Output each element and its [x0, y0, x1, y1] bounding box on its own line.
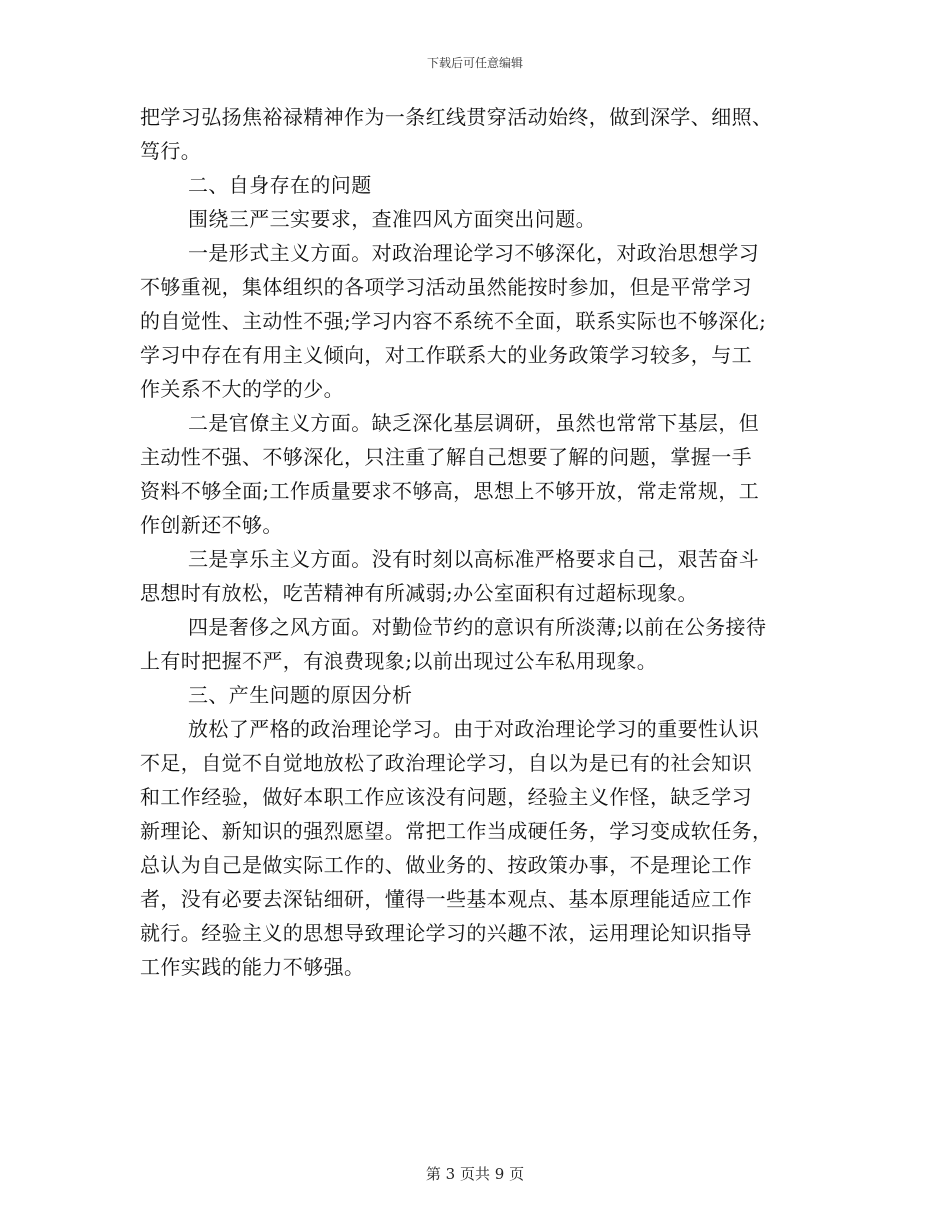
text-line: 作关系不大的学的少。 — [140, 377, 344, 401]
text-line: 把学习弘扬焦裕禄精神作为一条红线贯穿活动始终，做到深学、细照、 — [140, 105, 773, 129]
document-body — [140, 100, 812, 984]
text-line: 笃行。 — [140, 139, 202, 163]
text-line: 的自觉性、主动性不强;学习内容不系统不全面，联系实际也不够深化; — [140, 309, 767, 333]
text-line: 三是享乐主义方面。没有时刻以高标准严格要求自己，艰苦奋斗 — [188, 547, 760, 571]
text-line: 放松了严格的政治理论学习。由于对政治理论学习的重要性认识 — [188, 717, 760, 741]
page-header: 下载后可任意编辑 — [426, 56, 523, 70]
page-number: 第 3 页共 9 页 — [425, 1165, 525, 1183]
section-heading: 二、自身存在的问题 — [188, 173, 372, 197]
text-line: 作创新还不够。 — [140, 513, 283, 537]
text-line: 一是形式主义方面。对政治理论学习不够深化，对政治思想学习 — [188, 241, 760, 265]
text-line: 资料不够全面;工作质量要求不够高，思想上不够开放，常走常规，工 — [140, 479, 760, 503]
text-line: 学习中存在有用主义倾向，对工作联系大的业务政策学习较多，与工 — [140, 343, 752, 367]
text-line: 主动性不强、不够深化，只注重了解自己想要了解的问题，掌握一手 — [140, 445, 752, 469]
text-line: 围绕三严三实要求，查准四风方面突出问题。 — [188, 207, 596, 231]
text-line: 思想时有放松，吃苦精神有所减弱;办公室面积有过超标现象。 — [140, 581, 698, 605]
text-line: 上有时把握不严，有浪费现象;以前出现过公车私用现象。 — [140, 649, 658, 673]
text-line: 不够重视，集体组织的各项学习活动虽然能按时参加，但是平常学习 — [140, 275, 752, 299]
text-line: 和工作经验，做好本职工作应该没有问题，经验主义作怪，缺乏学习 — [140, 785, 752, 809]
text-line: 不足，自觉不自觉地放松了政治理论学习，自以为是已有的社会知识 — [140, 751, 752, 775]
text-line: 者，没有必要去深钻细研，懂得一些基本观点、基本原理能适应工作 — [140, 887, 752, 911]
text-line: 总认为自己是做实际工作的、做业务的、按政策办事，不是理论工作 — [140, 853, 752, 877]
text-line: 二是官僚主义方面。缺乏深化基层调研，虽然也常常下基层，但 — [188, 411, 760, 435]
section-heading: 三、产生问题的原因分析 — [188, 683, 413, 707]
text-line: 就行。经验主义的思想导致理论学习的兴趣不浓，运用理论知识指导 — [140, 921, 752, 945]
text-line: 四是奢侈之风方面。对勤俭节约的意识有所淡薄;以前在公务接待 — [188, 615, 767, 639]
text-line: 新理论、新知识的强烈愿望。常把工作当成硬任务，学习变成软任务， — [140, 819, 773, 843]
text-line: 工作实践的能力不够强。 — [140, 955, 365, 979]
